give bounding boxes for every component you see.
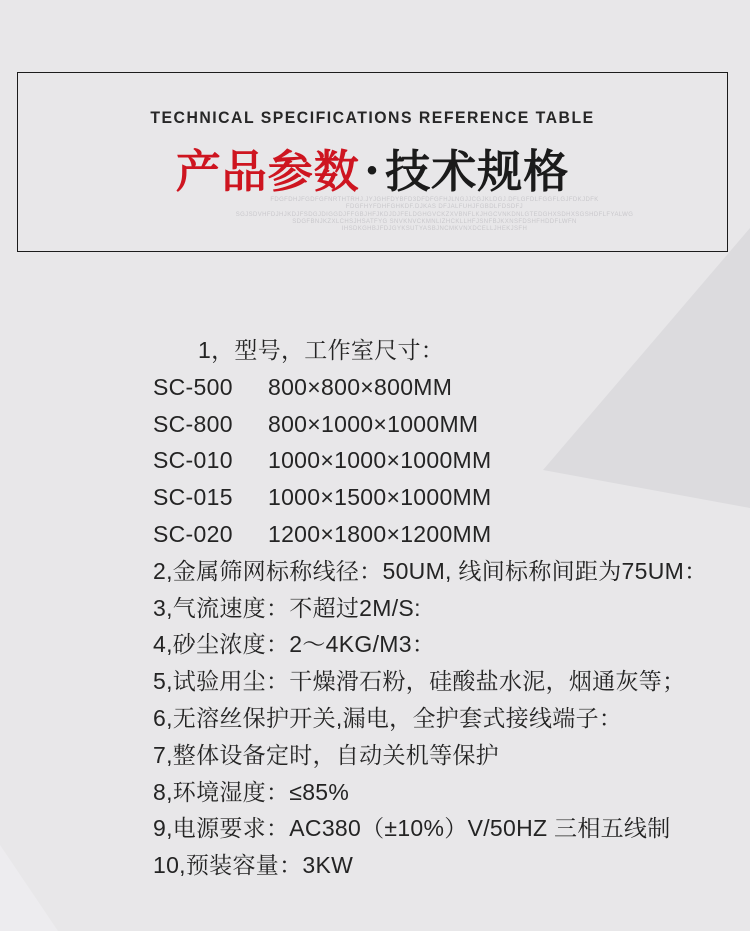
spec-item: 7,整体设备定时，自动关机等保护 (153, 741, 499, 768)
header-title-box (17, 72, 728, 252)
chinese-title (18, 135, 727, 200)
model-row (153, 442, 733, 479)
watermark-text-block (236, 197, 634, 233)
watermark-line: SDGFBNJKZXLCHSJHSATFYG SNVKNVCKMNLIZHCKLLHFJSNFBJKXNSFDSHFHDDFLWFN (292, 218, 577, 225)
model-code: SC-500 (153, 373, 233, 400)
model-row (153, 406, 733, 443)
spec-item: 8,环境湿度：≤85% (153, 778, 350, 805)
specification-list (153, 332, 733, 884)
spec-item: 2,金属筛网标称线径：50UM, 线间标称间距为75UM： (153, 557, 708, 584)
watermark-line: SGJSDVHFDJHJKDJFSDGJDIGGDJFFGBJHFJKDJDJFELDGHGVCKZXVBNFLKJHGCVNKDNLGTEDGHXSDHXSGSHDFLFYALWG (235, 211, 634, 218)
spec-item: 4,砂尘浓度：2～4KG/M3： (153, 631, 436, 658)
watermark-line: FDGFDHJFGDFGFNRTHTRHJ.JYJGHFDYBFD3DFDFGFHJLNGJJCGJKLDGJ.DFLGFDLFGGFLGJFDKJDFK (270, 197, 599, 203)
model-section-label: 1，型号，工作室尺寸： (198, 337, 445, 363)
chinese-title-red-part: 产品参数 (175, 146, 360, 197)
model-code: SC-800 (153, 410, 233, 437)
model-row (153, 369, 733, 406)
spec-item: 5,试验用尘：干燥滑石粉，硅酸盐水泥，烟通灰等； (153, 668, 686, 695)
model-row (153, 516, 733, 553)
model-dimensions: 800×800×800MM (268, 373, 453, 400)
model-code: SC-020 (153, 520, 233, 547)
model-dimensions: 1000×1500×1000MM (268, 484, 492, 511)
spec-item: 9,电源要求：AC380（±10%）V/50HZ 三相五线制 (153, 815, 671, 842)
watermark-line: IHSDKGHBJFDJGYKSUTYASBJNCMKVNXDCELLJHEKJSFH (341, 226, 528, 233)
chinese-title-black-part: 技术规格 (385, 146, 570, 197)
spec-item: 3,气流速度：不超过2M/S: (153, 594, 421, 621)
spec-item: 6,无溶丝保护开关,漏电，全护套式接线端子： (153, 704, 623, 731)
english-title: TECHNICAL SPECIFICATIONS REFERENCE TABLE (150, 108, 595, 127)
spec-item: 10,预装容量：3KW (153, 852, 354, 879)
model-dimensions: 800×1000×1000MM (268, 410, 479, 437)
model-code: SC-015 (153, 484, 233, 511)
model-dimensions: 1000×1000×1000MM (268, 447, 492, 474)
model-row (153, 479, 733, 516)
title-separator-dot: • (366, 154, 379, 187)
model-code: SC-010 (153, 447, 233, 474)
watermark-line: FDGFHYFDHFGHKDF.DJKAS DFJALFUHJFGBDLFDSDFJ (345, 204, 524, 211)
model-dimensions: 1200×1800×1200MM (268, 520, 492, 547)
